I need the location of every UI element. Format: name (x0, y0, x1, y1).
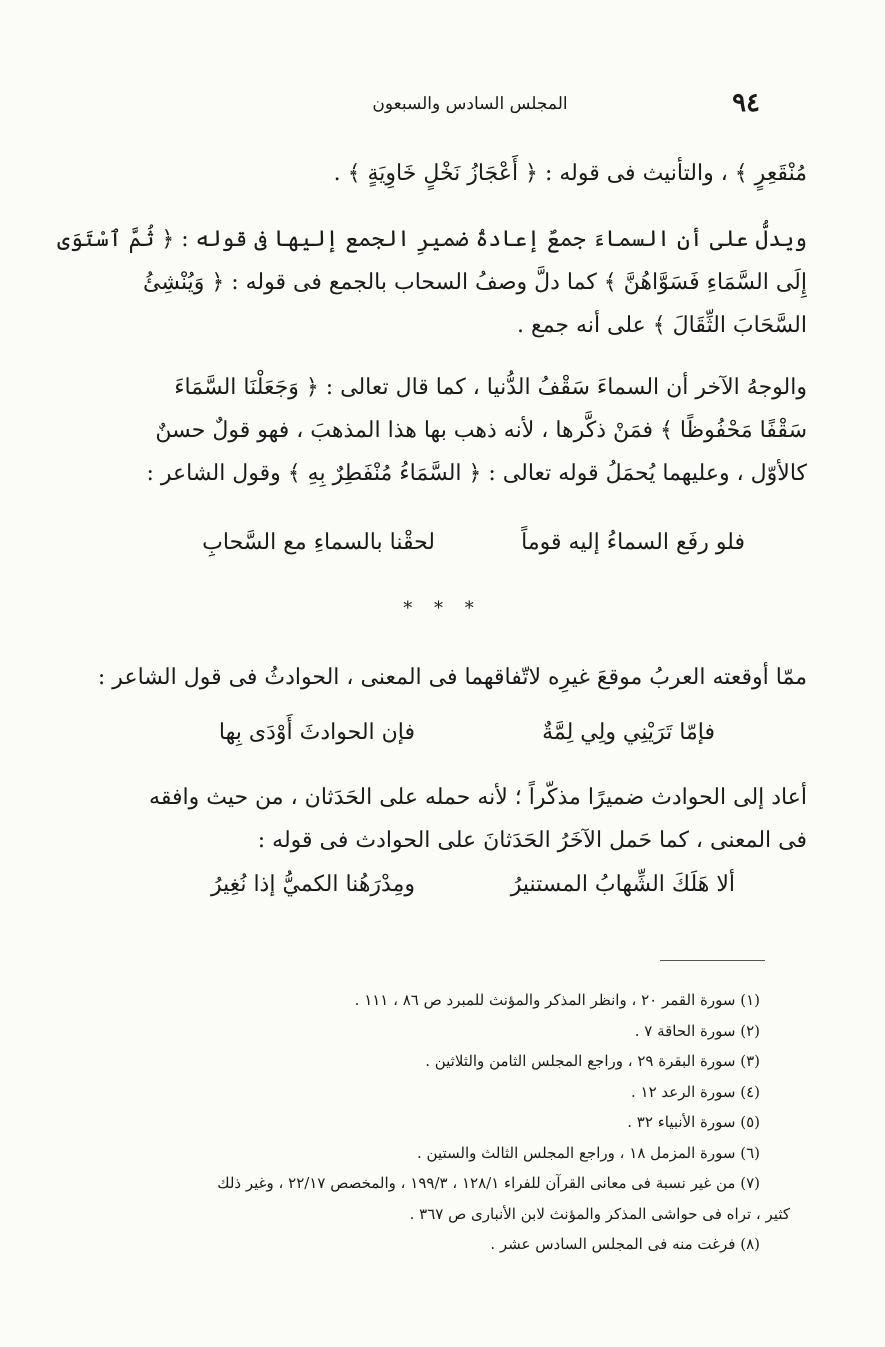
paragraph-4 (72, 776, 807, 862)
verse-3-first: ألا هَلَكَ الشِّهابُ المستنيرُ (510, 872, 735, 897)
text-line: ممّا أوقعته العربُ موقعَ غيرِه لاتّفاقهما فى المعنى ، الحوادثُ فى قول الشاعر : (97, 665, 807, 690)
footnote-item: (٨) فرغت منه فى المجلس السادس عشر . (490, 1235, 760, 1253)
footnote-continuation: كثير ، تراه فى حواشى المذكر والمؤنث لابن الأنبارى ص ٣٦٧ . (409, 1204, 790, 1223)
footnote-item: (٢) سورة الحاقة ٧ . (634, 1021, 760, 1040)
page-header (180, 88, 760, 122)
section-separator: * * * (403, 598, 482, 619)
verse-1-first: فلو رفَع السماءُ إليه قوماً (521, 530, 745, 555)
text-line: أعاد إلى الحوادث ضميرًا مذكّراً ؛ لأنه حمله على الحَدَثان ، من حيث وافقه (149, 785, 807, 810)
text-line: سَقْفًا مَحْفُوظًا ﴾ فمَنْ ذكَّرها ، لأنه ذهب بها هذا المذهبَ ، فهو قولٌ حسنٌ (155, 418, 807, 443)
section-2-intro (72, 656, 807, 699)
page-title: المجلس السادس والسبعون (372, 94, 568, 114)
text-line: والوجهُ الآخر أن السماءَ سَقْفُ الدُّنيا ، كما قال تعالى : ﴿ وَجَعَلْنَا السَّمَاءَ (174, 375, 807, 400)
text-line: إِلَى السَّمَاءِ فَسَوَّاهُنَّ ﴾ كما دلَّ وصفُ السحاب بالجمع فى قوله : ﴿ وَيُنْشِئُ (143, 270, 807, 295)
verse-2-first: فإمّا تَرَيْنِي ولِي لِمَّةٌ (542, 720, 715, 745)
paragraph-1 (72, 152, 807, 195)
footnote-divider (660, 960, 765, 961)
footnote-item: (١) سورة القمر ٢٠ ، وانظر المذكر والمؤنث للمبرد ص ٨٦ ، ١١١ . (354, 991, 760, 1009)
text-line: ويدلُّ على أن السماءَ جمعٌ إعادةُ ضميرِ الجمع إليها فى قوله : ﴿ ثُمَّ ٱسْتَوَى (57, 227, 807, 252)
paragraph-2 (57, 218, 807, 347)
footnote-item: (٣) سورة البقرة ٢٩ ، وراجع المجلس الثامن والثلاثين . (425, 1052, 760, 1070)
footnote-item: (٧) من غير نسبة فى معانى القرآن للفراء ١٢٨/١ ، ١٩٩/٣ ، والمخصص ٢٢/١٧ ، وغير ذلك (217, 1174, 760, 1192)
verse-1-second: لحقْنا بالسماءِ مع السَّحابِ (202, 530, 435, 555)
footnote-item: (٥) سورة الأنبياء ٣٢ . (627, 1113, 760, 1131)
text-line: كالأوّل ، وعليهما يُحمَلُ قوله تعالى : ﴿ السَّمَاءُ مُنْفَطِرٌ بِهِ ﴾ وقول الشاعر : (146, 461, 807, 486)
text-line: مُنْقَعِرٍ ﴾ ، والتأنيث فى قوله : ﴿ أَعْجَازُ نَخْلٍ خَاوِيَةٍ ﴾ . (333, 161, 807, 186)
footnote-item: (٤) سورة الرعد ١٢ . (630, 1082, 760, 1101)
page-number: ٩٤ (732, 88, 760, 118)
footnote-item: (٦) سورة المزمل ١٨ ، وراجع المجلس الثالث والستين . (417, 1143, 760, 1162)
paragraph-3 (72, 366, 807, 495)
footnotes (60, 985, 790, 1260)
text-line: فى المعنى ، كما حَمل الآخَرُ الحَدَثانَ على الحوادث فى قوله : (257, 828, 807, 853)
text-line: السَّحَابَ الثِّقَالَ ﴾ على أنه جمع . (517, 313, 807, 338)
verse-2-second: فإن الحوادثَ أَوْدَى بِها (218, 720, 415, 745)
verse-3-second: ومِدْرَهُنا الكميُّ إذا نُغِيرُ (210, 872, 415, 897)
